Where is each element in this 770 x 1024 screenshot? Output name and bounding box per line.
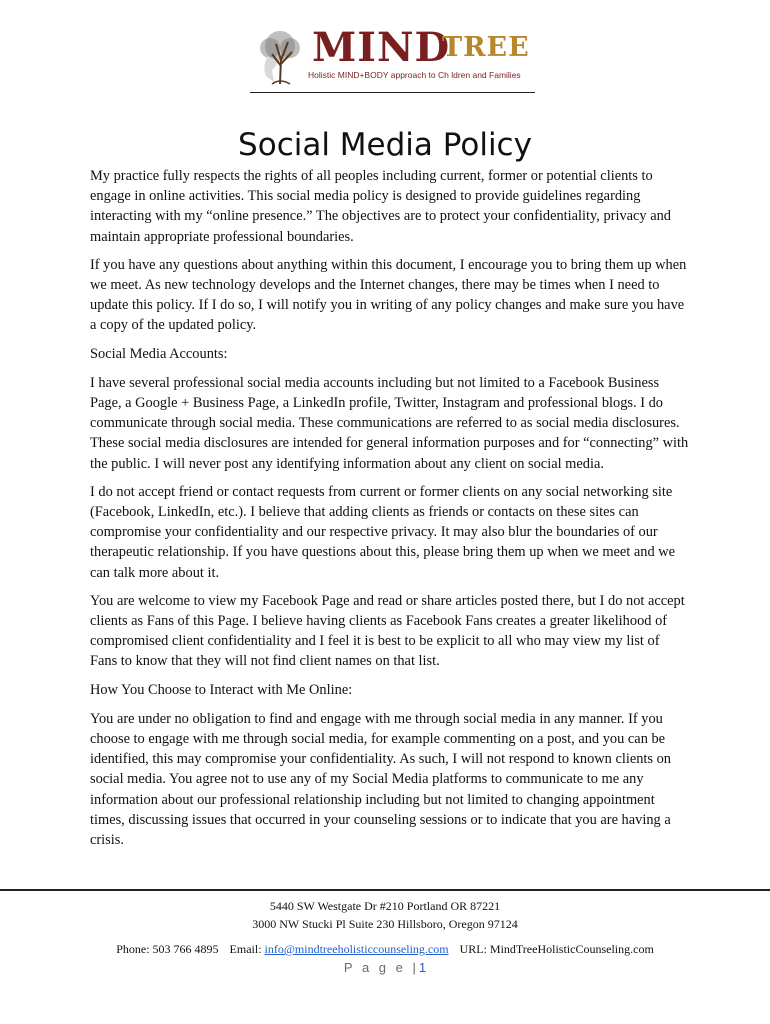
document-body <box>90 166 690 858</box>
page-separator: | <box>412 960 419 975</box>
paragraph-questions: If you have any questions about anything within this document, I encourage you to bring them up when we meet. As new technology develops and the Internet changes, there may be times when I need to update this policy. If I do so, I will notify you in writing of any policy changes and make sure you have a copy of the updated policy. <box>90 256 687 334</box>
paragraph-interact: You are under no obligation to find and engage with me through social media in any manner. If you choose to engage with me through social media, for example commenting on a post, and you can be identified, this may compromise your confidentiality. As such, I will not respond to known clients on social media. You agree not to use any of my Social Media platforms to communicate to me any information about our professional relationship including but not limited to changing appointment times, discussing issues that occurred in your counseling sessions or to indicate that you are having a crisis. <box>90 710 671 849</box>
logo-tree-text: TREE <box>442 32 530 63</box>
page-label: P a g e <box>343 960 406 975</box>
footer-address-hillsboro: 3000 NW Stucki Pl Suite 230 Hillsboro, Oregon 97124 <box>252 917 518 931</box>
footer-address-portland: 5440 SW Westgate Dr #210 Portland OR 87221 <box>269 899 501 913</box>
footer-contact-line <box>0 942 770 957</box>
logo-mind-text: MIND <box>312 24 451 71</box>
paragraph-intro: My practice fully respects the rights of all peoples including current, former or potential clients to engage in online activities. This social media policy is designed to provide guidelines regarding interacting with my “online presence.” The objectives are to protect your confidentiality, privacy and maintain appropriate professional boundaries. <box>90 168 672 245</box>
paragraph-friend-requests: I do not accept friend or contact requests from current or former clients on any social networking site (Facebook, LinkedIn, etc.). I believe that adding clients as friends or contacts on these sites can compromise your confidentiality and our respective privacy. It may also blur the boundaries of our therapeutic relationship. If you have questions about this, please bring them up when we meet and we can talk more about it. <box>90 483 676 581</box>
footer-email-label: Email: <box>229 942 262 956</box>
section-heading-accounts: Social Media Accounts: <box>90 345 228 362</box>
page-number-line <box>0 960 770 975</box>
page-number: 1 <box>418 960 427 975</box>
paragraph-accounts: I have several professional social media accounts including but not limited to a Facebook Business Page, a Google + Business Page, a LinkedIn profile, Twitter, Instagram and professional blogs. I do communicate through social media. These communications are referred to as social media disclosures. These social media disclosures are intended for general information purposes and for “connecting” with the public. I will never post any identifying information about any client on social media. <box>90 374 689 472</box>
header-divider <box>250 92 535 93</box>
footer-email-link[interactable]: info@mindtreeholisticcounseling.com <box>264 942 449 956</box>
footer-phone: Phone: 503 766 4895 <box>116 942 219 956</box>
paragraph-facebook-page: You are welcome to view my Facebook Page and read or share articles posted there, but I do not accept clients as Fans of this Page. I believe having clients as Facebook Fans creates a greater likelihood of compromised client confidentiality and I feel it is best to be explicit to all who may view my list of Fans to know that they will not find client names on that list. <box>90 592 685 670</box>
logo-tagline: Holistic MIND+BODY approach to Ch ldren and Families <box>308 70 521 80</box>
section-heading-interact: How You Choose to Interact with Me Online: <box>90 681 353 698</box>
footer-url: URL: MindTreeHolisticCounseling.com <box>459 942 654 956</box>
document-title: Social Media Policy <box>238 127 532 163</box>
footer-divider <box>0 889 770 891</box>
tree-head-logo-icon <box>250 26 312 86</box>
letterhead-logo <box>250 24 540 94</box>
